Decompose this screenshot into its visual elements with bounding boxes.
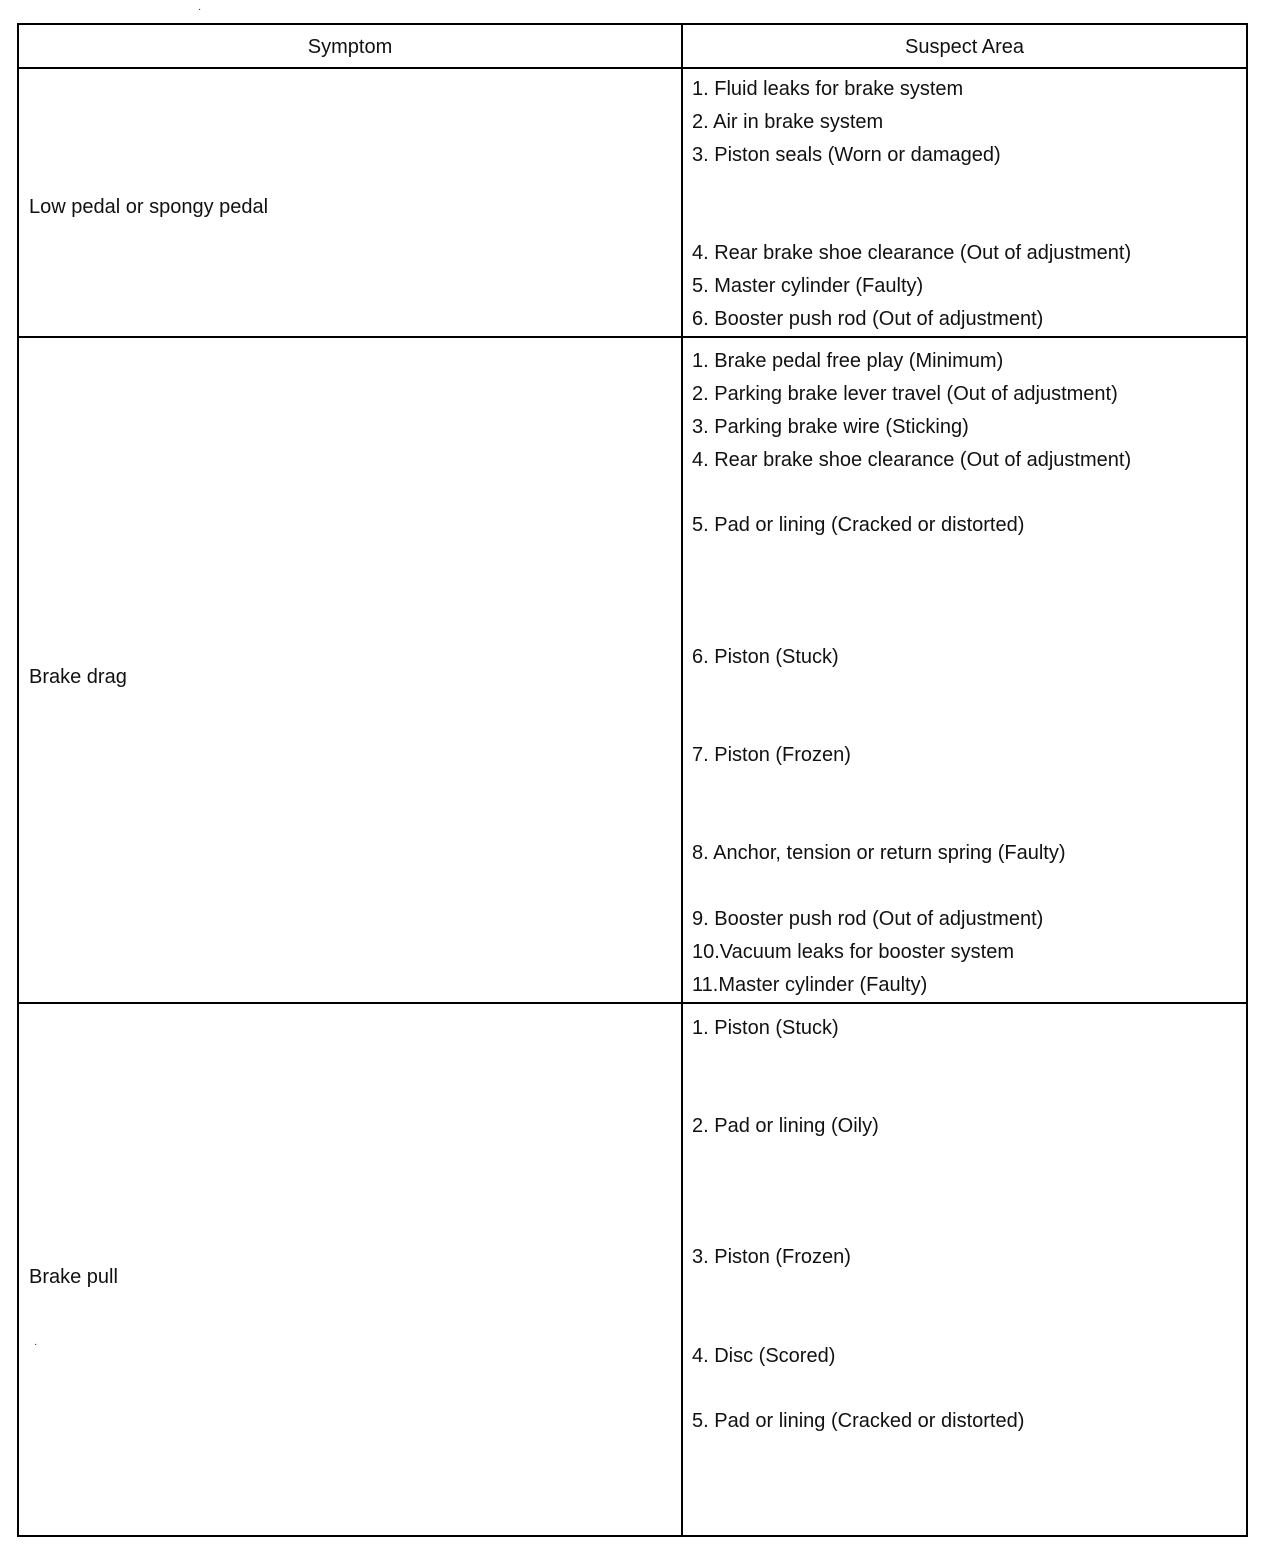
- suspect-item: 3. Piston (Frozen): [692, 1246, 851, 1268]
- suspect-item: 6. Piston (Stuck): [692, 646, 839, 668]
- suspect-item: 6. Booster push rod (Out of adjustment): [692, 308, 1044, 330]
- row-divider-2: [19, 1002, 1246, 1004]
- troubleshooting-table: [17, 23, 1248, 1537]
- suspect-item: 4. Rear brake shoe clearance (Out of adjustment): [692, 242, 1132, 264]
- suspect-item: 2. Air in brake system: [692, 111, 884, 133]
- suspect-item: 8. Anchor, tension or return spring (Faulty): [692, 842, 1066, 864]
- symptom-brake-pull: Brake pull: [29, 1266, 118, 1288]
- suspect-item: 2. Pad or lining (Oily): [692, 1115, 879, 1137]
- column-divider: [681, 25, 683, 1535]
- header-suspect-area: Suspect Area: [905, 36, 1024, 58]
- suspect-item: 5. Pad or lining (Cracked or distorted): [692, 514, 1025, 536]
- scan-speck: ·: [198, 4, 202, 15]
- suspect-item: 10.Vacuum leaks for booster system: [692, 941, 1014, 963]
- suspect-item: 2. Parking brake lever travel (Out of adjustment): [692, 383, 1118, 405]
- suspect-item: 1. Brake pedal free play (Minimum): [692, 350, 1004, 372]
- suspect-item: 1. Fluid leaks for brake system: [692, 78, 964, 100]
- suspect-item: 3. Piston seals (Worn or damaged): [692, 144, 1001, 166]
- header-divider: [19, 67, 1246, 69]
- symptom-low-pedal: Low pedal or spongy pedal: [29, 196, 269, 218]
- suspect-item: 5. Pad or lining (Cracked or distorted): [692, 1410, 1025, 1432]
- suspect-item: 9. Booster push rod (Out of adjustment): [692, 908, 1044, 930]
- row-divider-1: [19, 336, 1246, 338]
- suspect-item: 11.Master cylinder (Faulty): [692, 974, 928, 996]
- suspect-item: 5. Master cylinder (Faulty): [692, 275, 924, 297]
- header-symptom: Symptom: [307, 36, 393, 58]
- suspect-item: 4. Disc (Scored): [692, 1345, 836, 1367]
- suspect-item: 3. Parking brake wire (Sticking): [692, 416, 969, 438]
- suspect-item: 1. Piston (Stuck): [692, 1017, 839, 1039]
- symptom-brake-drag: Brake drag: [29, 666, 127, 688]
- suspect-item: 7. Piston (Frozen): [692, 744, 851, 766]
- scan-speck: ·: [34, 1339, 38, 1350]
- suspect-item: 4. Rear brake shoe clearance (Out of adjustment): [692, 449, 1132, 471]
